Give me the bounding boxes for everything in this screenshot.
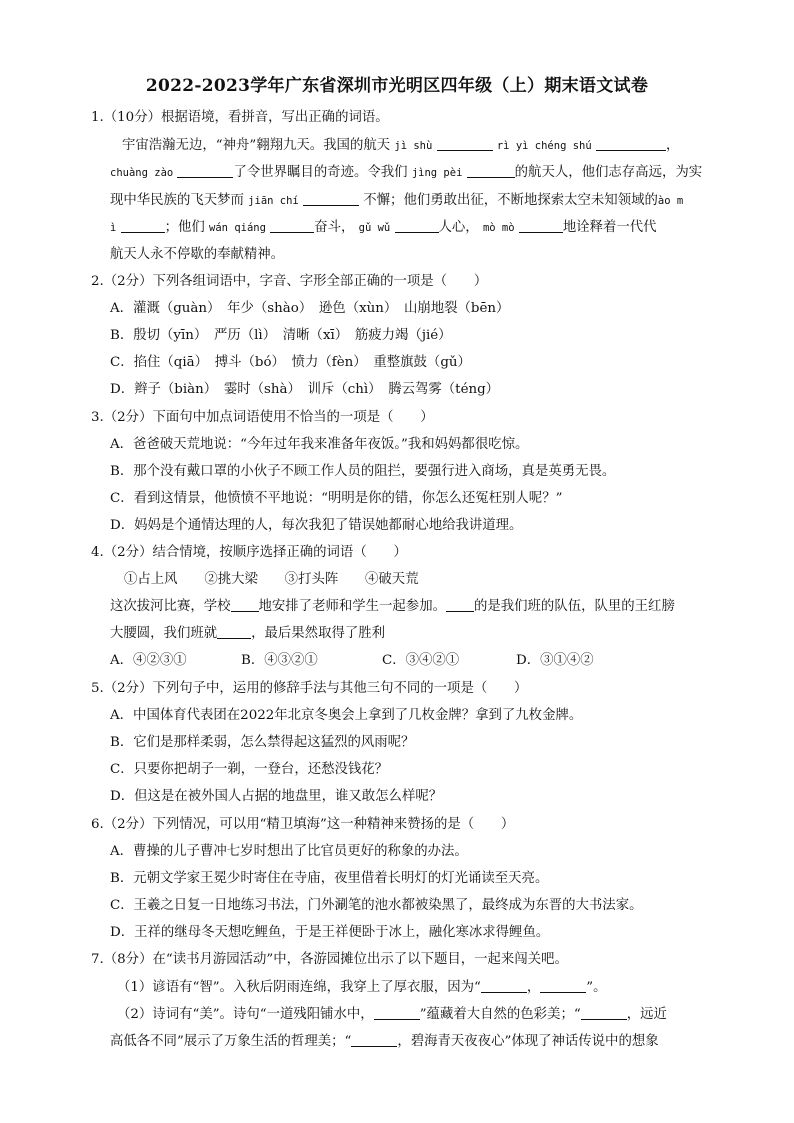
answer-blank[interactable]: [581, 1007, 627, 1020]
answer-blank[interactable]: [303, 193, 359, 206]
q4-passage-line-2: 大腰圆，我们班就 ，最后果然取得了胜利: [110, 626, 386, 641]
q7-sub-1: （1）谚语有“智”。入秋后阴雨连绵，我穿上了厚衣服，因为“ ， ”。: [117, 980, 607, 995]
q5-stem: 5.（2分）下列句子中，运用的修辞手法与其他三句不同的一项是（ ）: [91, 681, 528, 696]
q4-options: [110, 652, 594, 670]
q2-stem: 2.（2分）下列各组词语中，字音、字形全部正确的一项是（ ）: [91, 274, 488, 289]
q4-option-d[interactable]: D．③①④②: [516, 653, 594, 668]
answer-blank[interactable]: [374, 1007, 420, 1020]
answer-blank[interactable]: [437, 138, 493, 151]
q7-sub-2: （2）诗词有“美”。诗句“一道残阳铺水中， ”蕴藏着大自然的色彩美；“ ，远近: [117, 1007, 667, 1022]
q4-passage-line-1: 这次拔河比赛，学校 地安排了老师和学生一起参加。 的是我们班的队伍，队里的王红膀: [110, 599, 675, 614]
q6-option-d[interactable]: D．王祥的继母冬天想吃鲤鱼，于是王祥便卧于冰上，融化寒冰求得鲤鱼。: [110, 925, 550, 940]
q3-option-c[interactable]: C．看到这情景，他愤愤不平地说：“明明是你的错，你怎么还冤枉别人呢？”: [110, 491, 563, 506]
answer-blank[interactable]: [231, 599, 259, 612]
exam-title: 2022-2023学年广东省深圳市光明区四年级（上）期末语文试卷: [145, 76, 649, 96]
q1-stem: 1.（10分）根据语境，看拼音，写出正确的词语。: [91, 110, 389, 125]
q6-option-c[interactable]: C．王羲之日复一日地练习书法，门外涮笔的池水都被染黑了，最终成为东晋的大书法家。: [110, 898, 643, 913]
q5-option-d[interactable]: D．但这是在被外国人占据的地盘里，谁又敢怎么样呢？: [110, 789, 443, 804]
answer-blank[interactable]: [395, 220, 439, 233]
q1-line-5: 航天人永不停歇的奉献精神。: [110, 247, 285, 262]
q5-option-c[interactable]: C．只要你把胡子一剃，一登台，还愁没钱花？: [110, 762, 389, 777]
answer-blank[interactable]: [351, 1034, 397, 1047]
q4-option-b[interactable]: B．④③②①: [241, 653, 318, 668]
q6-option-a[interactable]: A．曹操的儿子曹冲七岁时想出了比官员更好的称象的办法。: [110, 844, 468, 859]
q7-sub-2-cont: 高低各不同”展示了万象生活的哲理美；“ ，碧海青天夜夜心”体现了神话传说中的想象: [110, 1034, 659, 1049]
q1-line-1: 宇宙浩瀚无边，“神舟”翱翔九天。我国的航天 jì shù rì yì chéng shú ，: [122, 138, 680, 153]
q3-option-a[interactable]: A．爸爸破天荒地说：“今年过年我来准备年夜饭。”我和妈妈都很吃惊。: [110, 437, 529, 452]
q2-option-b[interactable]: B．殷切（yīn） 严历（lì） 清晰（xī） 筋疲力竭（jié）: [110, 328, 452, 343]
q1-line-4: ì ；他们 wán qiáng 奋斗， gǔ wǔ 人心， mò mò 地诠释着一代代: [110, 220, 657, 235]
answer-blank[interactable]: [177, 165, 233, 178]
answer-blank[interactable]: [467, 165, 515, 178]
q4-option-a[interactable]: A．④②③①: [110, 653, 187, 668]
answer-blank[interactable]: [121, 220, 165, 233]
answer-blank[interactable]: [519, 220, 563, 233]
answer-blank[interactable]: [446, 599, 474, 612]
q1-line-2: chuàng zào 了令世界瞩目的奇迹。令我们 jìng pèi 的航天人，他们志存高远，为实: [110, 165, 703, 180]
q3-stem: 3.（2分）下面句中加点词语使用不恰当的一项是（ ）: [91, 410, 434, 425]
q6-stem: 6.（2分）下列情况，可以用“精卫填海”这一种精神来赞扬的是（ ）: [91, 817, 515, 832]
q5-option-a[interactable]: A．中国体育代表团在2022年北京冬奥会上拿到了几枚金牌？拿到了九枚金牌。: [110, 708, 583, 723]
q2-option-d[interactable]: D．辫子（biàn） 霎时（shà） 训斥（chì） 腾云驾雾（téng）: [110, 382, 500, 397]
answer-blank[interactable]: [217, 626, 251, 639]
q5-option-b[interactable]: B．它们是那样柔弱，怎么禁得起这猛烈的风雨呢？: [110, 735, 415, 750]
answer-blank[interactable]: [481, 980, 527, 993]
q2-option-a[interactable]: A．灌溉（guàn） 年少（shào） 逊色（xùn） 山崩地裂（bēn）: [110, 301, 510, 316]
q1-line-3: 现中华民族的飞天梦而 jiān chí 不懈；他们勇敢出征，不断地探索太空未知领域的ào m: [110, 193, 684, 208]
q6-option-b[interactable]: B．元朝文学家王冕少时寄住在寺庙，夜里借着长明灯的灯光诵读至天亮。: [110, 871, 549, 886]
q4-choices: ①占上风 ②挑大梁 ③打头阵 ④破天荒: [124, 572, 419, 587]
q3-option-d[interactable]: D．妈妈是个通情达理的人，每次我犯了错误她都耐心地给我讲道理。: [110, 518, 523, 533]
q2-option-c[interactable]: C．掐住（qiā） 搏斗（bó） 愤力（fèn） 重整旗鼓（gǔ）: [110, 355, 471, 370]
answer-blank[interactable]: [540, 980, 586, 993]
q4-stem: 4.（2分）结合情境，按顺序选择正确的词语（ ）: [91, 545, 407, 560]
q4-option-c[interactable]: C．③④②①: [382, 653, 460, 668]
q7-stem: 7.（8分）在“读书月游园活动”中，各游园摊位出示了以下题目，一起来闯关吧。: [91, 952, 568, 967]
answer-blank[interactable]: [596, 138, 666, 151]
q3-option-b[interactable]: B．那个没有戴口罩的小伙子不顾工作人员的阻拦，要强行进入商场，真是英勇无畏。: [110, 464, 616, 479]
answer-blank[interactable]: [270, 220, 314, 233]
